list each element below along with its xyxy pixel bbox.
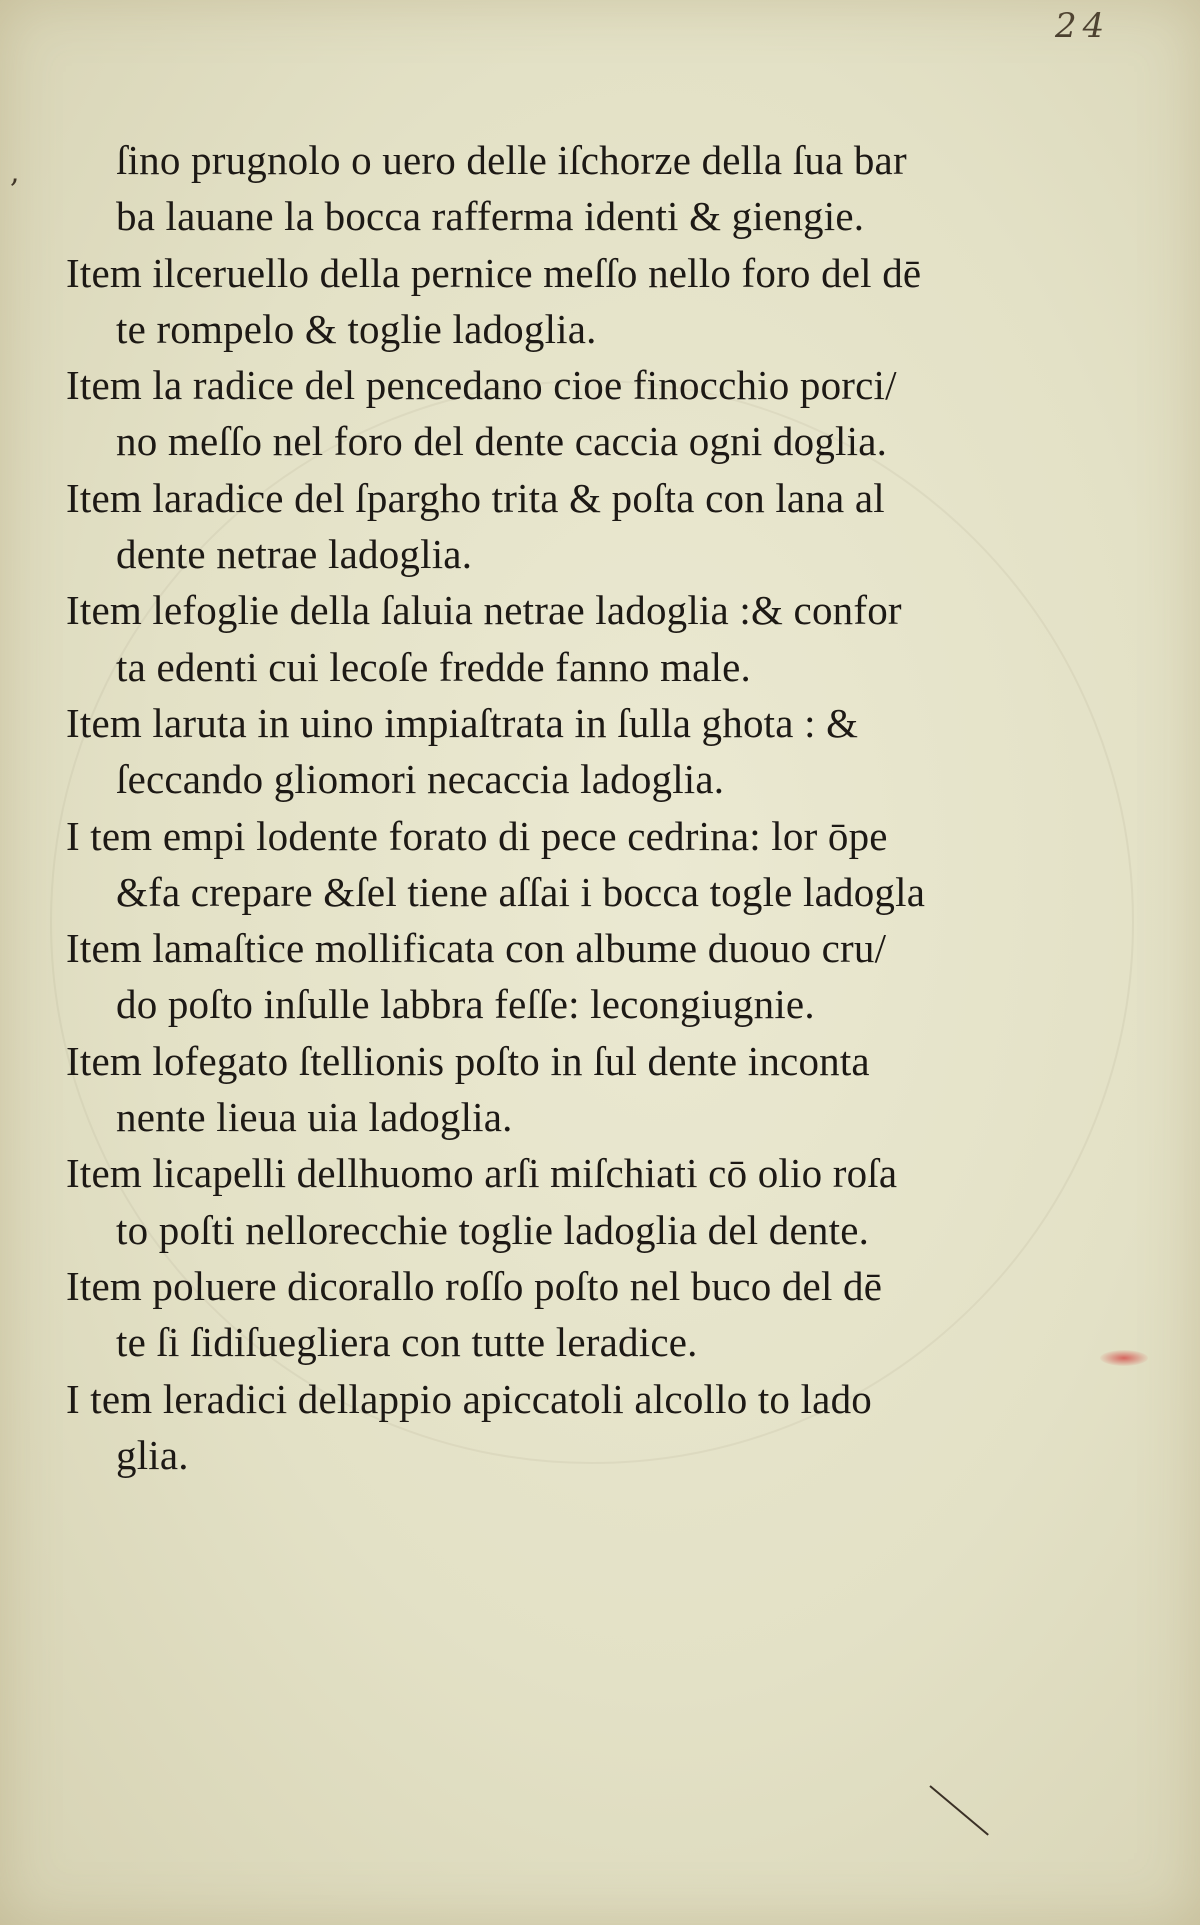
text-line: ſino prugnolo o uero delle iſchorze della ſua bar — [116, 137, 907, 183]
text-line: nente lieua uia ladoglia. — [116, 1094, 513, 1141]
text-line: do poſto inſulle labbra feſſe: lecongiugnie. — [116, 981, 815, 1028]
text-line: I tem leradici dellappio apiccatoli alcollo to lado — [66, 1375, 872, 1422]
text-line: Item lofegato ſtellionis poſto in ſul dente inconta — [66, 1037, 870, 1084]
text-line: Item ilceruello della pernice meſſo nello foro del dē — [66, 249, 922, 296]
margin-mark: , — [10, 155, 20, 190]
folio-number: 24 — [1055, 6, 1111, 46]
text-line: ta edenti cui lecoſe fredde fanno male. — [116, 643, 752, 690]
text-line: ba lauane la bocca rafferma identi & giengie. — [116, 193, 865, 240]
text-line: dente netrae ladoglia. — [116, 531, 473, 578]
text-line: Item la radice del pencedano cioe finocchio porci/ — [66, 362, 897, 409]
text-line: ſeccando gliomori necaccia ladoglia. — [116, 756, 725, 803]
text-line: Item laradice del ſpargho trita & poſta con lana al — [66, 474, 885, 521]
text-line: Item lamaſtice mollificata con albume duouo cru/ — [66, 925, 887, 972]
text-line: &fa crepare &ſel tiene aſſai i bocca togle ladogla — [116, 868, 926, 915]
text-line: no meſſo nel foro del dente caccia ogni doglia. — [116, 418, 888, 465]
text-line: Item lefoglie della ſaluia netrae ladoglia :& confor — [66, 587, 902, 634]
text-line: Item laruta in uino impiaſtrata in ſulla ghota : & — [66, 699, 859, 746]
printed-text-block — [66, 132, 1046, 1483]
text-line: to poſti nellorecchie toglie ladoglia del dente. — [116, 1206, 870, 1253]
red-ink-stain — [1100, 1350, 1148, 1366]
text-line: te rompelo & toglie ladoglia. — [116, 305, 597, 352]
text-line: I tem empi lodente forato di pece cedrina: lor ōpe — [66, 812, 888, 859]
text-line: glia. — [116, 1431, 189, 1478]
text-line: Item poluere dicorallo roſſo poſto nel buco del dē — [66, 1262, 883, 1309]
text-line: te ſi ſidiſuegliera con tutte leradice. — [116, 1319, 698, 1366]
pen-stroke-mark — [929, 1785, 989, 1835]
text-line: Item licapelli dellhuomo arſi miſchiati cō olio roſa — [66, 1150, 898, 1197]
